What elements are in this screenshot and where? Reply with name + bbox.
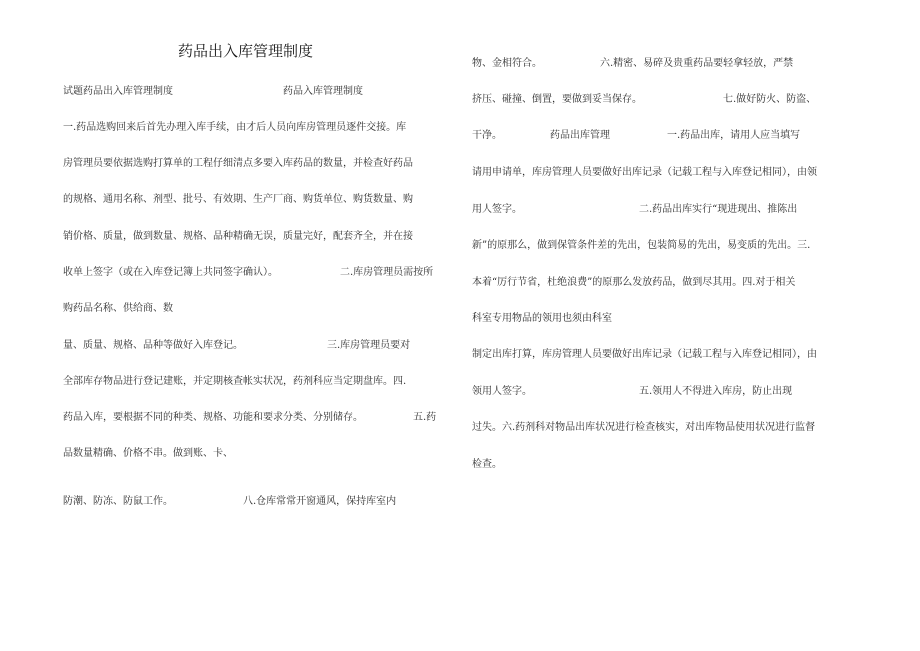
- text-line: 过失。六.药剂科对物品出库状况进行检查核实，对出库物品使用状况进行监督: [472, 422, 816, 433]
- text-segment: 领用人签字。: [472, 386, 532, 397]
- text-line: 一.药品选购回来后首先办理入库手续，由才后人员向库房管理员逐件交接。库: [63, 122, 407, 133]
- text-segment: 三.库房管理员要对: [327, 340, 411, 351]
- text-line: 制定出库打算，库房管理人员要做好出库记录（记载工程与入库登记相同），由: [472, 349, 817, 360]
- document-title: 药品出入库管理制度: [178, 42, 314, 60]
- text-segment: 用人签字。: [472, 204, 522, 215]
- text-line: 销价格、质量，做到数量、规格、品种精确无误，质量完好，配套齐全，并在接: [63, 231, 413, 242]
- text-segment: 药品出库管理: [550, 130, 610, 141]
- text-segment: 量、质量、规格、品种等做好入库登记。: [63, 340, 243, 351]
- text-segment: 药品入库，要根据不同的种类、规格、功能和要求分类、分别储存。: [63, 412, 363, 423]
- text-segment: 八.仓库常常开窗通风，保持库室内: [243, 496, 397, 507]
- text-segment: 收单上签字（或在入库登记簿上共同签字确认）。: [63, 267, 278, 278]
- text-line: 请用申请单，库房管理人员要做好出库记录（记载工程与入库登记相同），由领: [472, 167, 817, 178]
- text-line: 全部库存物品进行登记建账，并定期核查帐实状况，药剂科应当定期盘库。四.: [63, 376, 407, 387]
- text-segment: 五.药: [413, 412, 437, 423]
- text-segment: 试题药品出入库管理制度: [63, 86, 173, 97]
- text-line: 房管理员要依据选购打算单的工程仔细清点多要入库药品的数量，并检查好药品: [63, 158, 413, 169]
- text-segment: 五.领用人不得进入库房，防止出现: [639, 386, 793, 397]
- text-line: 新”的原那么，做到保管条件差的先出，包装简易的先出，易变质的先出。三.: [472, 240, 811, 251]
- text-segment: 挤压、碰撞、倒置，要做到妥当保存。: [472, 94, 642, 105]
- text-line: 检查。: [472, 459, 502, 470]
- text-segment: 物、金相符合。: [472, 58, 542, 69]
- text-line: 品数量精确、价格不串。做到账、卡、: [63, 448, 233, 459]
- text-line: 的规格、通用名称、剂型、批号、有效期、生产厂商、购货单位、购货数量、购: [63, 194, 413, 205]
- text-segment: 二.库房管理员需按所: [340, 267, 434, 278]
- text-segment: 一.药品出库，请用人应当填写: [667, 130, 801, 141]
- text-line: 本着“厉行节省，杜绝浪费”的原那么发放药品，做到尽其用。四.对于相关: [472, 277, 796, 288]
- text-line: 购药品名称、供给商、数: [63, 303, 173, 314]
- text-segment: 七.做好防火、防盗、: [723, 94, 817, 105]
- text-segment: 防潮、防冻、防鼠工作。: [63, 496, 173, 507]
- text-segment: 六.精密、易碎及贵重药品要轻拿轻放，严禁: [600, 58, 794, 69]
- text-segment: 二.药品出库实行“现进现出、推陈出: [639, 204, 798, 215]
- text-segment: 干净。: [472, 130, 502, 141]
- text-line: 科室专用物品的领用也须由科室: [472, 313, 612, 324]
- text-segment: 药品入库管理制度: [283, 86, 363, 97]
